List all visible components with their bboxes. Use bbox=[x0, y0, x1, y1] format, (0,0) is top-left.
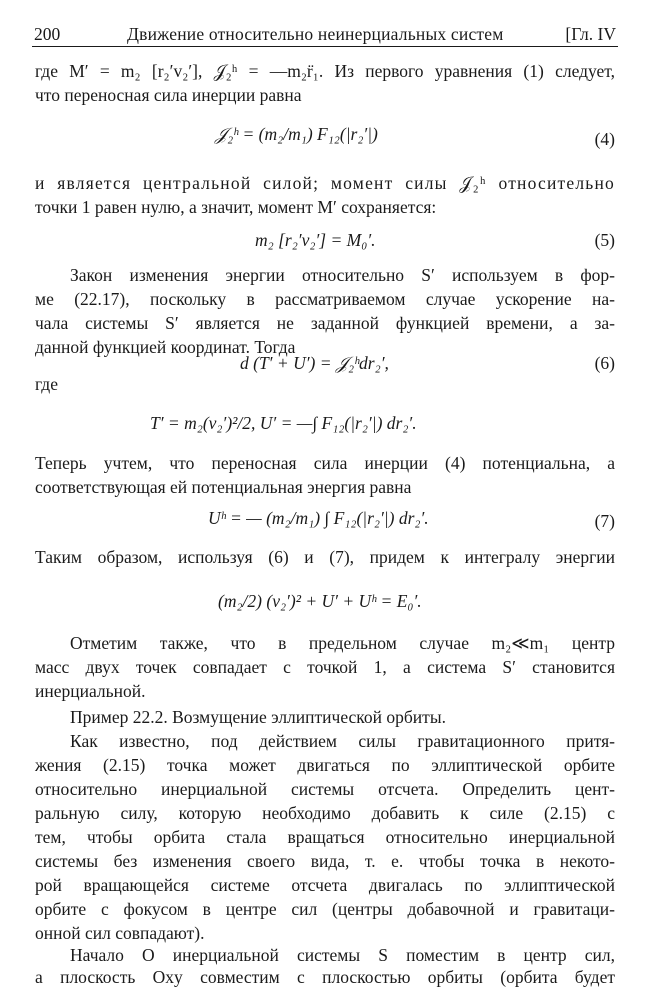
text-line: масс двух точек совпадает с точкой 1, а система S′ становится bbox=[35, 657, 615, 677]
equation-7: Uʰ = — (m₂/m₁) ∫ F₁₂(|r₂′|) dr₂′. bbox=[208, 508, 429, 528]
text-line: Как известно, под действием силы гравитационного притя- bbox=[70, 731, 615, 751]
text-line: данной функцией координат. Тогда bbox=[35, 337, 296, 357]
text-line: где bbox=[35, 374, 58, 394]
equation-4: 𝒥₂ʰ = (m₂/m₁) F₁₂(|r₂′|) bbox=[215, 124, 378, 144]
text-line: относительно инерциальной системы отсчета. Определить цент- bbox=[35, 779, 615, 799]
text-line: а плоскость Oxy совместим с плоскостью орбиты (орбита будет bbox=[35, 967, 615, 987]
equation-number: (4) bbox=[594, 129, 615, 149]
equation-5: m₂ [r₂′v₂′] = M₀′. bbox=[255, 230, 376, 250]
text-line: тем, чтобы орбита стала вращаться относительно инерциальной bbox=[35, 827, 615, 847]
text-line: онной сил совпадают). bbox=[35, 923, 205, 943]
page-number: 200 bbox=[34, 24, 61, 44]
text-line: рой вращающейся системе отсчета двигалась по эллиптической bbox=[35, 875, 615, 895]
running-title: Движение относительно неинерциальных систем bbox=[127, 24, 504, 44]
equation-energy-integral: (m₂/2) (v₂′)² + U′ + Uʰ = E₀′. bbox=[218, 591, 422, 611]
text-line: ме (22.17), поскольку в рассматриваемом случае ускорение на- bbox=[35, 289, 615, 309]
text-line: где M′ = m₂ [r₂′v₂′], 𝒥₂ʰ = —m₂r̈₁. Из первого уравнения (1) следует, bbox=[35, 61, 615, 81]
text-line: точки 1 равен нулю, а значит, момент M′ сохраняется: bbox=[35, 197, 437, 217]
text-line: Закон изменения энергии относительно S′ используем в фор- bbox=[70, 265, 615, 285]
text-line: Теперь учтем, что переносная сила инерции (4) потенциальна, а bbox=[35, 453, 615, 473]
text-line: чала системы S′ является не заданной функцией времени, а за- bbox=[35, 313, 615, 333]
equation-kinetic-potential: T′ = m₂(v₂′)²/2, U′ = —∫ F₁₂(|r₂′|) dr₂′. bbox=[150, 413, 417, 433]
equation-6: d (T′ + U′) = 𝒥₂ʰdr₂′, bbox=[240, 353, 389, 373]
text-line: Отметим также, что в предельном случае m₂≪m₁ центр bbox=[70, 633, 615, 653]
chapter-label: [Гл. IV bbox=[565, 24, 616, 44]
equation-number: (5) bbox=[594, 230, 615, 250]
text-line: Таким образом, используя (6) и (7), придем к интегралу энергии bbox=[35, 547, 615, 567]
text-line: системы без изменения своего вида, т. е. чтобы точка в некото- bbox=[35, 851, 615, 871]
text-line: и является центральной силой; момент силы 𝒥₂ʰ относительно bbox=[35, 173, 615, 193]
text-line: орбите с фокусом в центре сил (центры добавочной и гравитаци- bbox=[35, 899, 615, 919]
text-line: что переносная сила инерции равна bbox=[35, 85, 302, 105]
text-line: ральную силу, которую необходимо добавить к силе (2.15) с bbox=[35, 803, 615, 823]
running-header bbox=[32, 20, 618, 47]
equation-number: (6) bbox=[594, 353, 615, 373]
text-line: Начало O инерциальной системы S поместим в центр сил, bbox=[70, 945, 615, 965]
text-line: соответствующая ей потенциальная энергия равна bbox=[35, 477, 412, 497]
text-line: жения (2.15) точка может двигаться по эллиптической орбите bbox=[35, 755, 615, 775]
text-line: инерциальной. bbox=[35, 681, 146, 701]
example-heading: Пример 22.2. Возмущение эллиптической орбиты. bbox=[70, 707, 446, 727]
equation-number: (7) bbox=[594, 511, 615, 531]
